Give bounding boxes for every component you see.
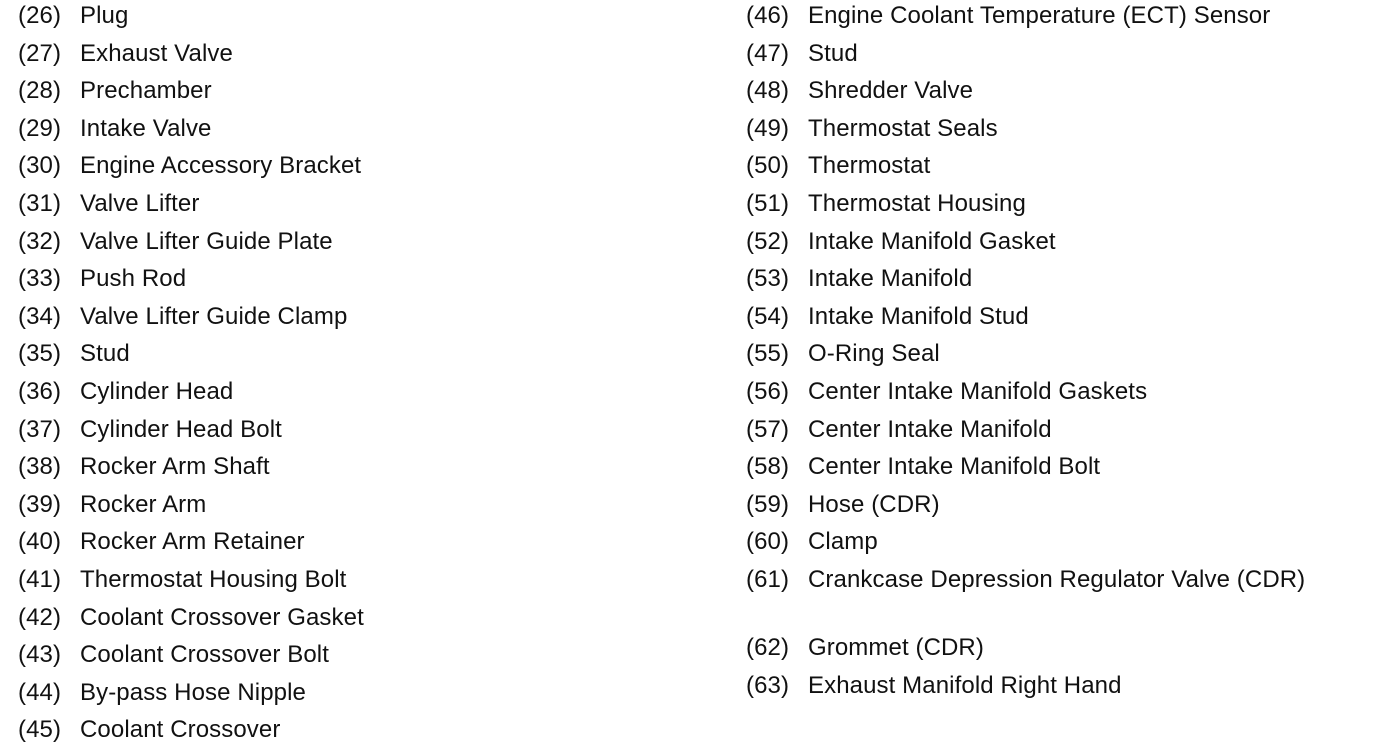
part-number: (48) (746, 77, 790, 105)
part-item (18, 265, 708, 303)
part-number: (31) (18, 189, 62, 217)
part-item (746, 453, 1366, 491)
part-label: Rocker Arm Shaft (80, 453, 270, 481)
part-item (746, 265, 1366, 303)
part-label: By-pass Hose Nipple (80, 678, 306, 706)
part-number: (57) (746, 415, 790, 443)
part-number: (38) (18, 453, 62, 481)
part-item (746, 378, 1366, 416)
parts-list-left-column (18, 2, 708, 754)
part-item (18, 528, 708, 566)
part-number: (28) (18, 77, 62, 105)
part-number: (61) (746, 565, 790, 593)
part-item (18, 228, 708, 266)
part-number: (32) (18, 227, 62, 255)
part-item (18, 340, 708, 378)
part-number: (27) (18, 39, 62, 67)
part-item (746, 2, 1366, 40)
part-label: Thermostat Housing (808, 189, 1026, 217)
part-item (18, 2, 708, 40)
part-label: Center Intake Manifold Gaskets (808, 377, 1148, 405)
part-label: Coolant Crossover Gasket (80, 603, 364, 631)
part-number: (37) (18, 415, 62, 443)
part-number: (51) (746, 189, 790, 217)
part-item (18, 641, 708, 679)
part-number: (55) (746, 340, 790, 368)
part-label: Valve Lifter (80, 189, 200, 217)
part-item (18, 115, 708, 153)
part-number: (49) (746, 114, 790, 142)
part-number: (60) (746, 528, 790, 556)
part-item (746, 303, 1366, 341)
part-item (746, 152, 1366, 190)
part-label: O-Ring Seal (808, 340, 940, 368)
part-item (18, 491, 708, 529)
part-item (18, 77, 708, 115)
part-label: Intake Manifold Gasket (808, 227, 1056, 255)
part-item (18, 679, 708, 717)
part-item (18, 190, 708, 228)
part-label: Intake Manifold (808, 265, 973, 293)
part-number: (46) (746, 2, 790, 29)
part-number: (54) (746, 302, 790, 330)
part-item (746, 566, 1366, 634)
part-number: (62) (746, 633, 790, 661)
part-item (18, 453, 708, 491)
part-label: Stud (808, 39, 858, 67)
part-label: Hose (CDR) (808, 490, 940, 518)
part-item (746, 634, 1366, 672)
part-number: (33) (18, 265, 62, 293)
part-item (746, 77, 1366, 115)
part-number: (34) (18, 302, 62, 330)
part-item (746, 190, 1366, 228)
part-number: (40) (18, 528, 62, 556)
part-number: (58) (746, 453, 790, 481)
part-label: Intake Manifold Stud (808, 302, 1029, 330)
part-label: Rocker Arm Retainer (80, 528, 305, 556)
part-label: Stud (80, 340, 130, 368)
part-label: Shredder Valve (808, 77, 974, 105)
part-item (746, 228, 1366, 266)
part-number: (44) (18, 678, 62, 706)
part-label: Thermostat Housing Bolt (80, 565, 347, 593)
part-label: Clamp (808, 528, 878, 556)
part-label: Center Intake Manifold (808, 415, 1052, 443)
part-label: Crankcase Depression Regulator Valve (CDR) (808, 565, 1306, 593)
part-label: Plug (80, 2, 129, 29)
part-item (18, 604, 708, 642)
part-label: Center Intake Manifold Bolt (808, 453, 1101, 481)
part-item (18, 152, 708, 190)
part-label: Engine Accessory Bracket (80, 152, 362, 180)
part-number: (42) (18, 603, 62, 631)
part-number: (45) (18, 716, 62, 744)
part-item (18, 566, 708, 604)
part-label: Valve Lifter Guide Plate (80, 227, 333, 255)
part-number: (59) (746, 490, 790, 518)
part-item (746, 340, 1366, 378)
parts-list-right-column (746, 2, 1366, 709)
part-item (18, 40, 708, 78)
part-number: (50) (746, 152, 790, 180)
part-item (18, 716, 708, 754)
part-item (746, 672, 1366, 710)
part-label: Thermostat Seals (808, 114, 998, 142)
part-number: (53) (746, 265, 790, 293)
part-number: (63) (746, 671, 790, 699)
part-number: (41) (18, 565, 62, 593)
part-number: (56) (746, 377, 790, 405)
part-number: (39) (18, 490, 62, 518)
part-item (746, 40, 1366, 78)
part-label: Exhaust Valve (80, 39, 233, 67)
part-number: (52) (746, 227, 790, 255)
part-label: Cylinder Head Bolt (80, 415, 282, 443)
part-item (746, 416, 1366, 454)
part-label: Exhaust Manifold Right Hand (808, 671, 1122, 699)
part-label: Push Rod (80, 265, 187, 293)
part-item (746, 115, 1366, 153)
part-label: Coolant Crossover Bolt (80, 641, 329, 669)
part-item (746, 528, 1366, 566)
part-number: (43) (18, 641, 62, 669)
part-label: Engine Coolant Temperature (ECT) Sensor (808, 2, 1271, 29)
part-label: Grommet (CDR) (808, 633, 984, 661)
part-number: (29) (18, 114, 62, 142)
part-label: Prechamber (80, 77, 212, 105)
part-number: (30) (18, 152, 62, 180)
part-label: Rocker Arm (80, 490, 207, 518)
part-label: Valve Lifter Guide Clamp (80, 302, 348, 330)
part-item (18, 378, 708, 416)
part-label: Cylinder Head (80, 377, 234, 405)
part-item (746, 491, 1366, 529)
part-number: (26) (18, 2, 62, 29)
part-label: Thermostat (808, 152, 931, 180)
part-number: (47) (746, 39, 790, 67)
part-number: (35) (18, 340, 62, 368)
part-label: Intake Valve (80, 114, 212, 142)
part-item (18, 416, 708, 454)
part-label: Coolant Crossover (80, 716, 281, 744)
part-number: (36) (18, 377, 62, 405)
part-item (18, 303, 708, 341)
